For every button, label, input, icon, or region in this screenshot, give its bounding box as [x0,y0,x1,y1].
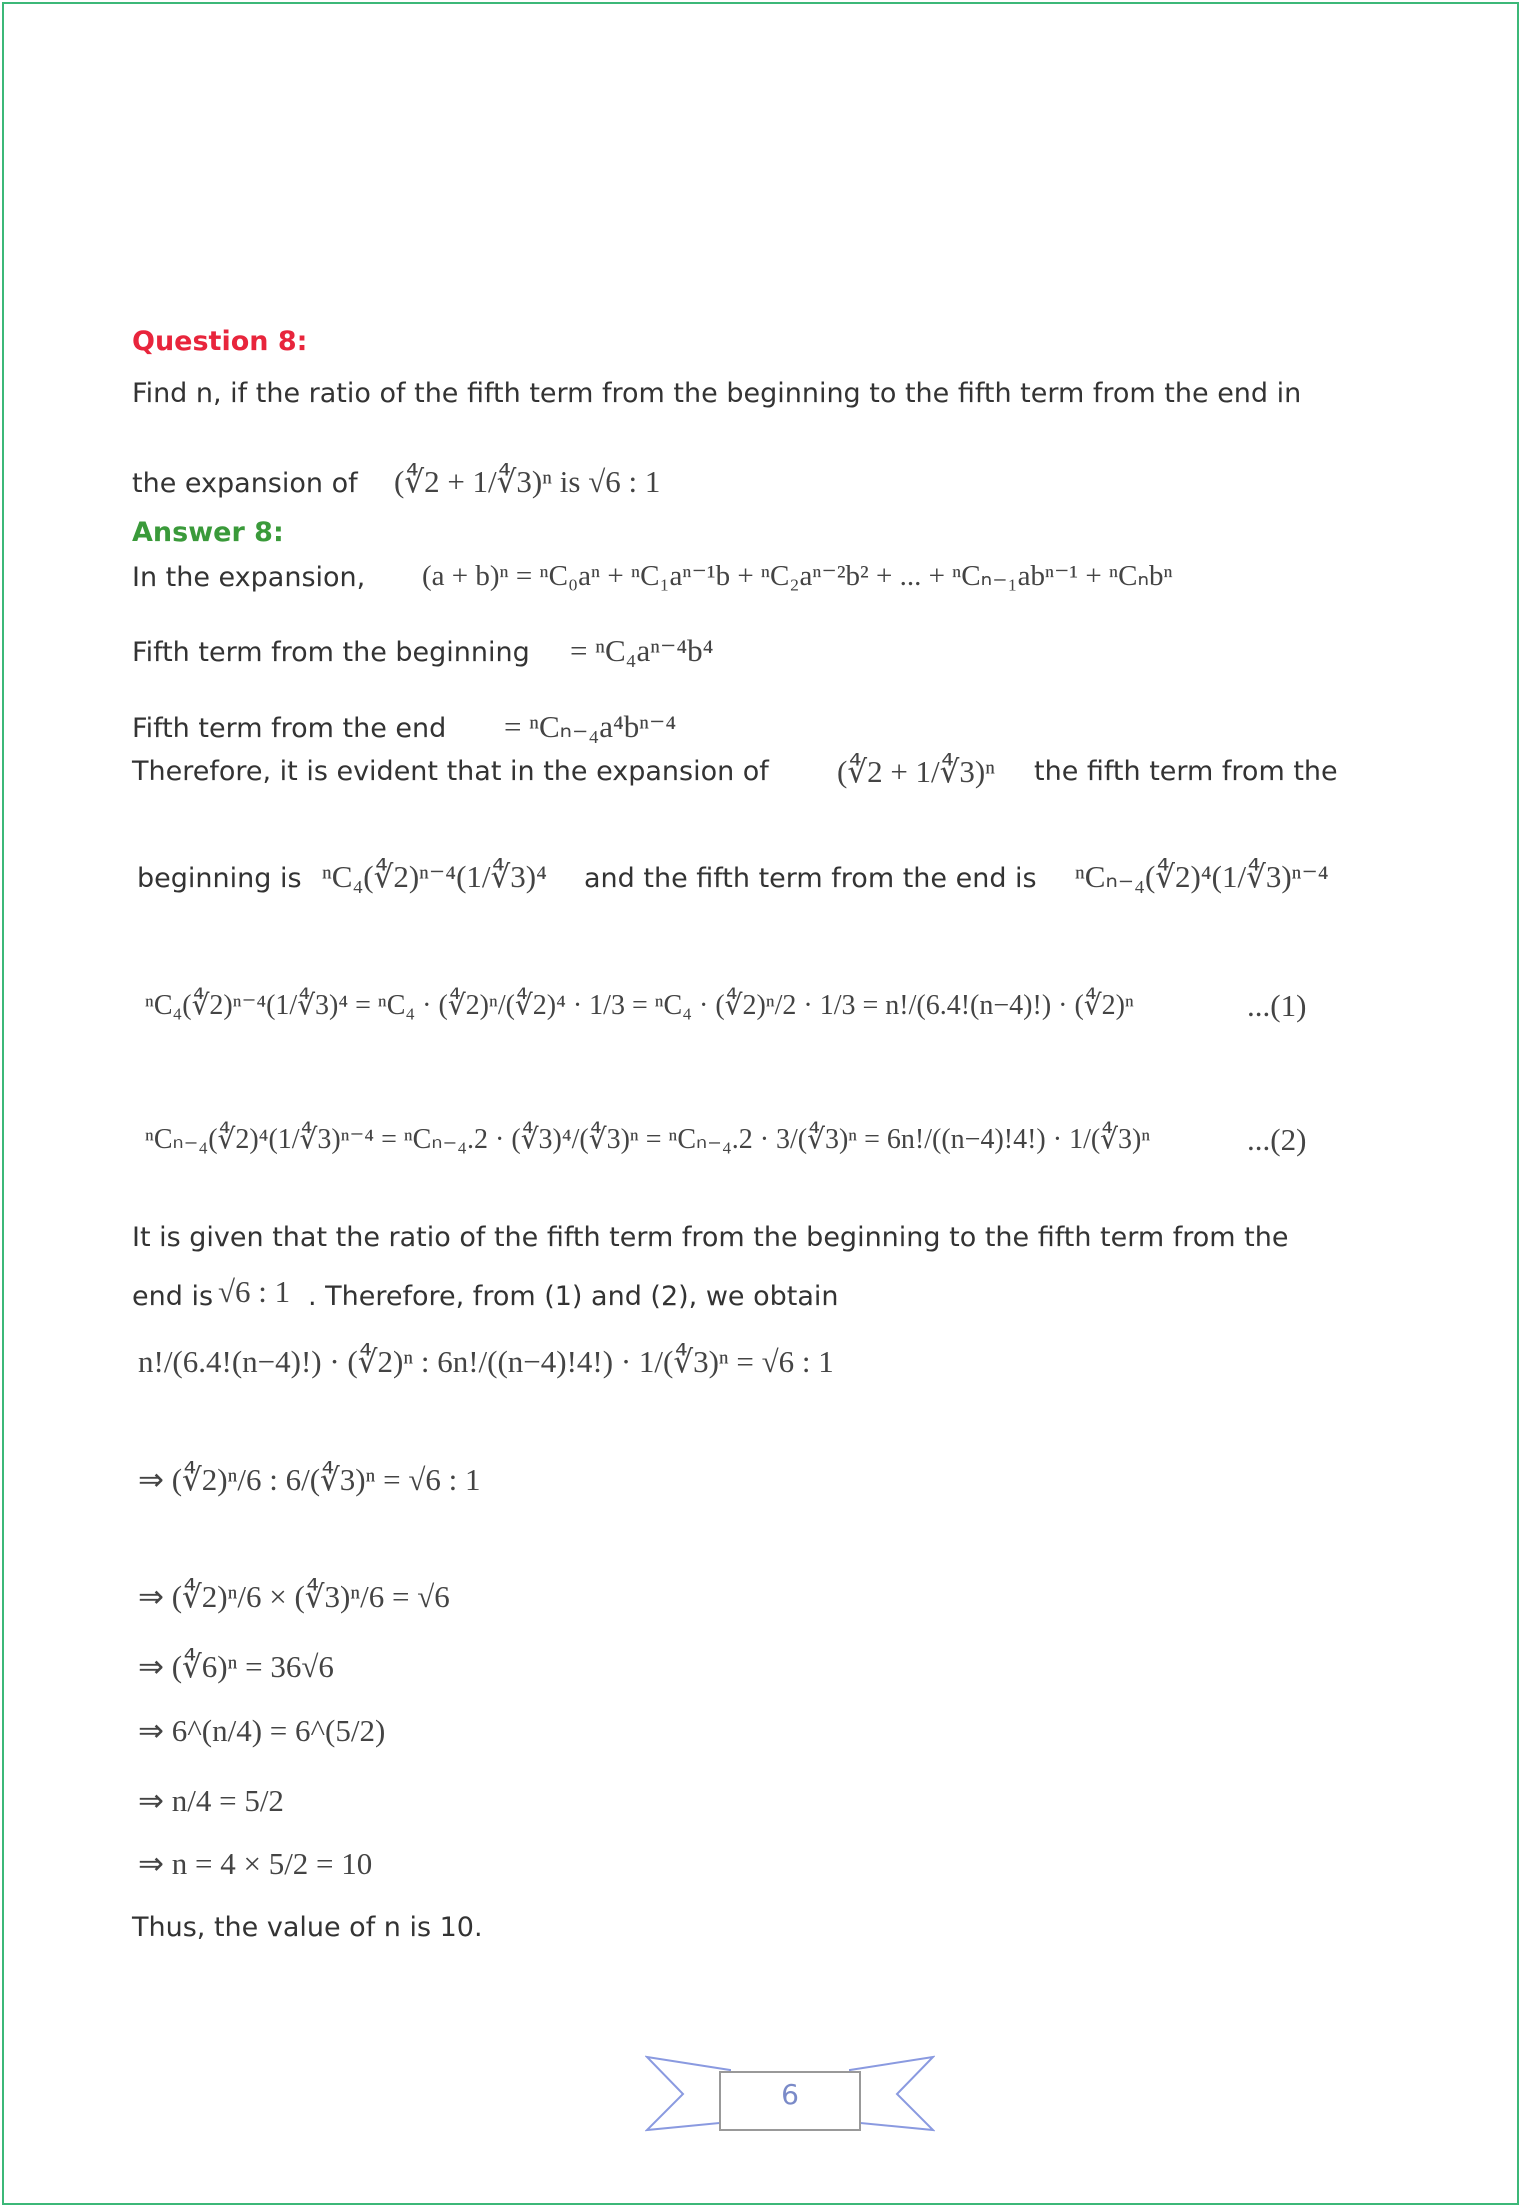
step-2: ⇒ (∜2)ⁿ/6 : 6/(∜3)ⁿ = √6 : 1 [138,1462,481,1497]
fifth-begin-label: Fifth term from the beginning [132,637,530,668]
equation-2: ⁿCₙ₋₄(∜2)⁴(1/∜3)ⁿ⁻⁴ = ⁿCₙ₋₄.2 · (∜3)⁴/(∜3)ⁿ = ⁿCₙ₋₄.2 · 3/(∜3)ⁿ = 6n!/((n−4)!4!) · 1/(∜3)ⁿ [145,1124,1151,1155]
step-4: ⇒ (∜6)ⁿ = 36√6 [138,1649,334,1684]
therefore-text: Therefore, it is evident that in the expansion of [132,756,769,787]
fifth-end-formula: = ⁿCₙ₋₄a⁴bⁿ⁻⁴ [504,709,677,744]
beginning-is: beginning is [137,863,302,894]
given-end-is: end is [132,1281,214,1312]
equation-1-tag: ...(1) [1247,988,1307,1023]
step-7: ⇒ n = 4 × 5/2 = 10 [138,1846,373,1881]
question-formula: (∜2 + 1/∜3)ⁿ is √6 : 1 [394,464,661,499]
question-text: Find n, if the ratio of the fifth term from the beginning to the fifth term from the end in [132,378,1302,409]
beginning-formula: ⁿC₄(∜2)ⁿ⁻⁴(1/∜3)⁴ [322,859,547,894]
fifth-end-label: Fifth term from the end [132,713,447,744]
end-formula: ⁿCₙ₋₄(∜2)⁴(1/∜3)ⁿ⁻⁴ [1075,859,1329,894]
equation-2-tag: ...(2) [1247,1122,1307,1157]
step-3: ⇒ (∜2)ⁿ/6 × (∜3)ⁿ/6 = √6 [138,1579,450,1614]
page-number: 6 [781,2078,799,2111]
step-1: n!/(6.4!(n−4)!) · (∜2)ⁿ : 6n!/((n−4)!4!) · 1/(∜3)ⁿ = √6 : 1 [138,1344,834,1379]
fifth-begin-formula: = ⁿC₄aⁿ⁻⁴b⁴ [570,633,714,668]
step-5: ⇒ 6^(n/4) = 6^(5/2) [138,1713,386,1748]
given-ratio: √6 : 1 [218,1274,291,1309]
equation-1: ⁿC₄(∜2)ⁿ⁻⁴(1/∜3)⁴ = ⁿC₄ · (∜2)ⁿ/(∜2)⁴ · 1/3 = ⁿC₄ · (∜2)ⁿ/2 · 1/3 = n!/(6.4!(n−4)!) · (∜2)ⁿ [145,990,1134,1021]
therefore-tail: the fifth term from the [1034,756,1338,787]
question-text-2: the expansion of [132,468,358,499]
question-heading: Question 8: [132,326,308,357]
expansion-label: In the expansion, [132,562,366,593]
step-6: ⇒ n/4 = 5/2 [138,1783,284,1818]
conclusion: Thus, the value of n is 10. [132,1912,483,1943]
therefore-formula: (∜2 + 1/∜3)ⁿ [837,754,996,789]
expansion-formula: (a + b)ⁿ = ⁿC₀aⁿ + ⁿC₁aⁿ⁻¹b + ⁿC₂aⁿ⁻²b² + ... + ⁿCₙ₋₁abⁿ⁻¹ + ⁿCₙbⁿ [422,560,1173,592]
given-text: It is given that the ratio of the fifth term from the beginning to the fifth term from the [132,1222,1289,1253]
answer-heading: Answer 8: [132,517,284,548]
given-tail: . Therefore, from (1) and (2), we obtain [308,1281,839,1312]
end-is-text: and the fifth term from the end is [584,863,1037,894]
